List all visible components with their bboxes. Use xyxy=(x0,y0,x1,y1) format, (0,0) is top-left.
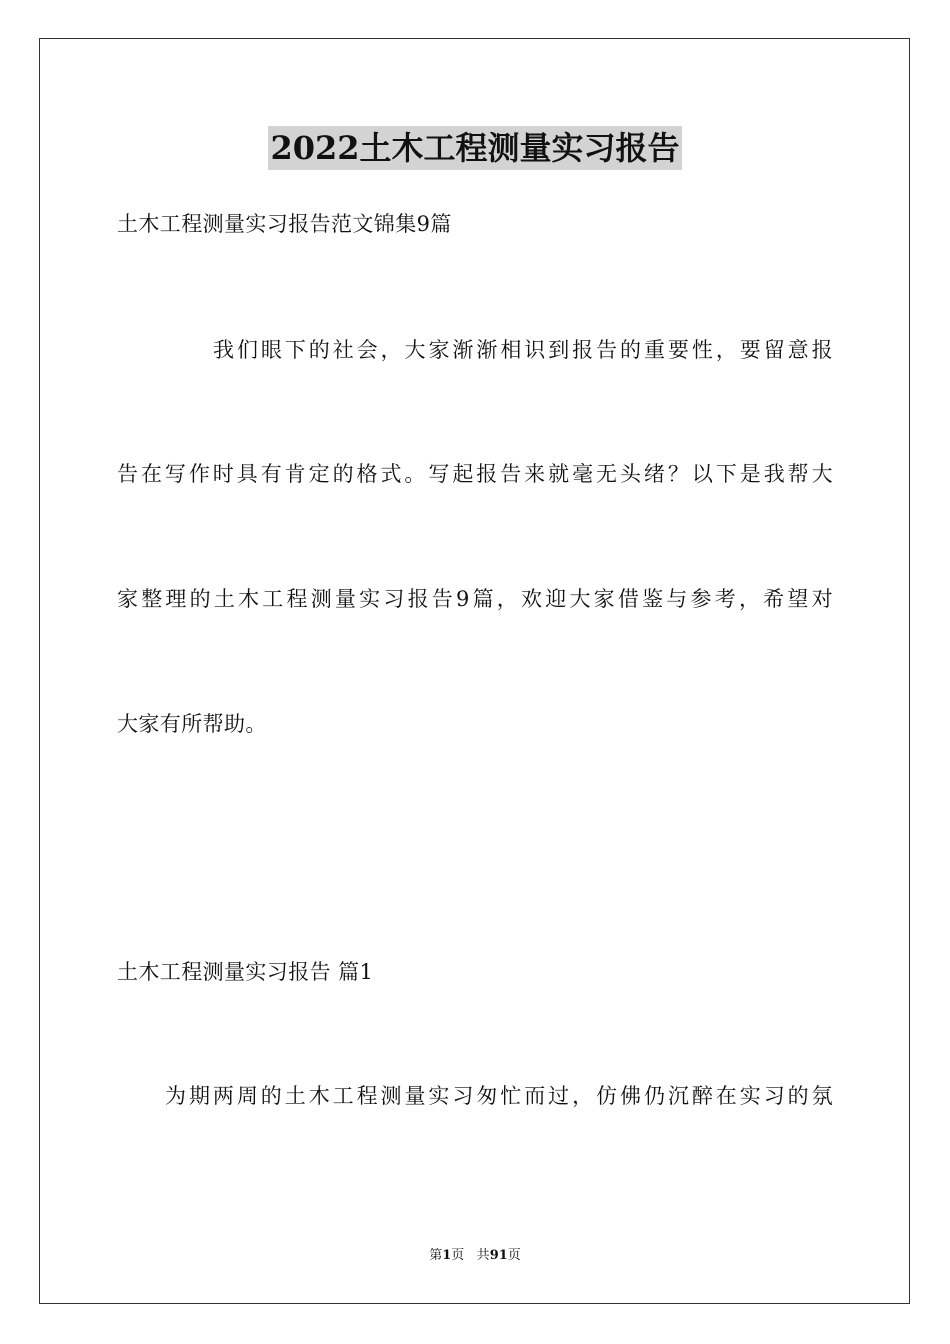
intro-line-4: 大家有所帮助。 xyxy=(117,712,267,736)
document-subtitle: 土木工程测量实习报告范文锦集9篇 xyxy=(117,212,452,236)
footer-page-number: 1 xyxy=(442,1248,452,1263)
footer-total-prefix: 共 xyxy=(476,1248,490,1263)
section-first-line: 为期两周的土木工程测量实习匆忙而过，仿佛仍沉醉在实习的氛 xyxy=(165,1084,833,1108)
intro-line-2: 告在写作时具有肯定的格式。写起报告来就毫无头绪？以下是我帮大 xyxy=(117,462,833,486)
section-heading: 土木工程测量实习报告 篇1 xyxy=(117,960,374,984)
footer-page-prefix: 第 xyxy=(429,1248,443,1263)
page-footer xyxy=(0,1247,950,1265)
footer-total-suffix: 页 xyxy=(507,1248,521,1263)
intro-line-1: 我们眼下的社会，大家渐渐相识到报告的重要性，要留意报 xyxy=(213,338,833,362)
intro-line-3: 家整理的土木工程测量实习报告9篇，欢迎大家借鉴与参考，希望对 xyxy=(117,587,833,611)
footer-total-pages: 91 xyxy=(489,1248,508,1263)
document-title: 2022土木工程测量实习报告 xyxy=(268,126,681,170)
title-container xyxy=(0,126,950,170)
footer-page-suffix: 页 xyxy=(451,1248,465,1263)
